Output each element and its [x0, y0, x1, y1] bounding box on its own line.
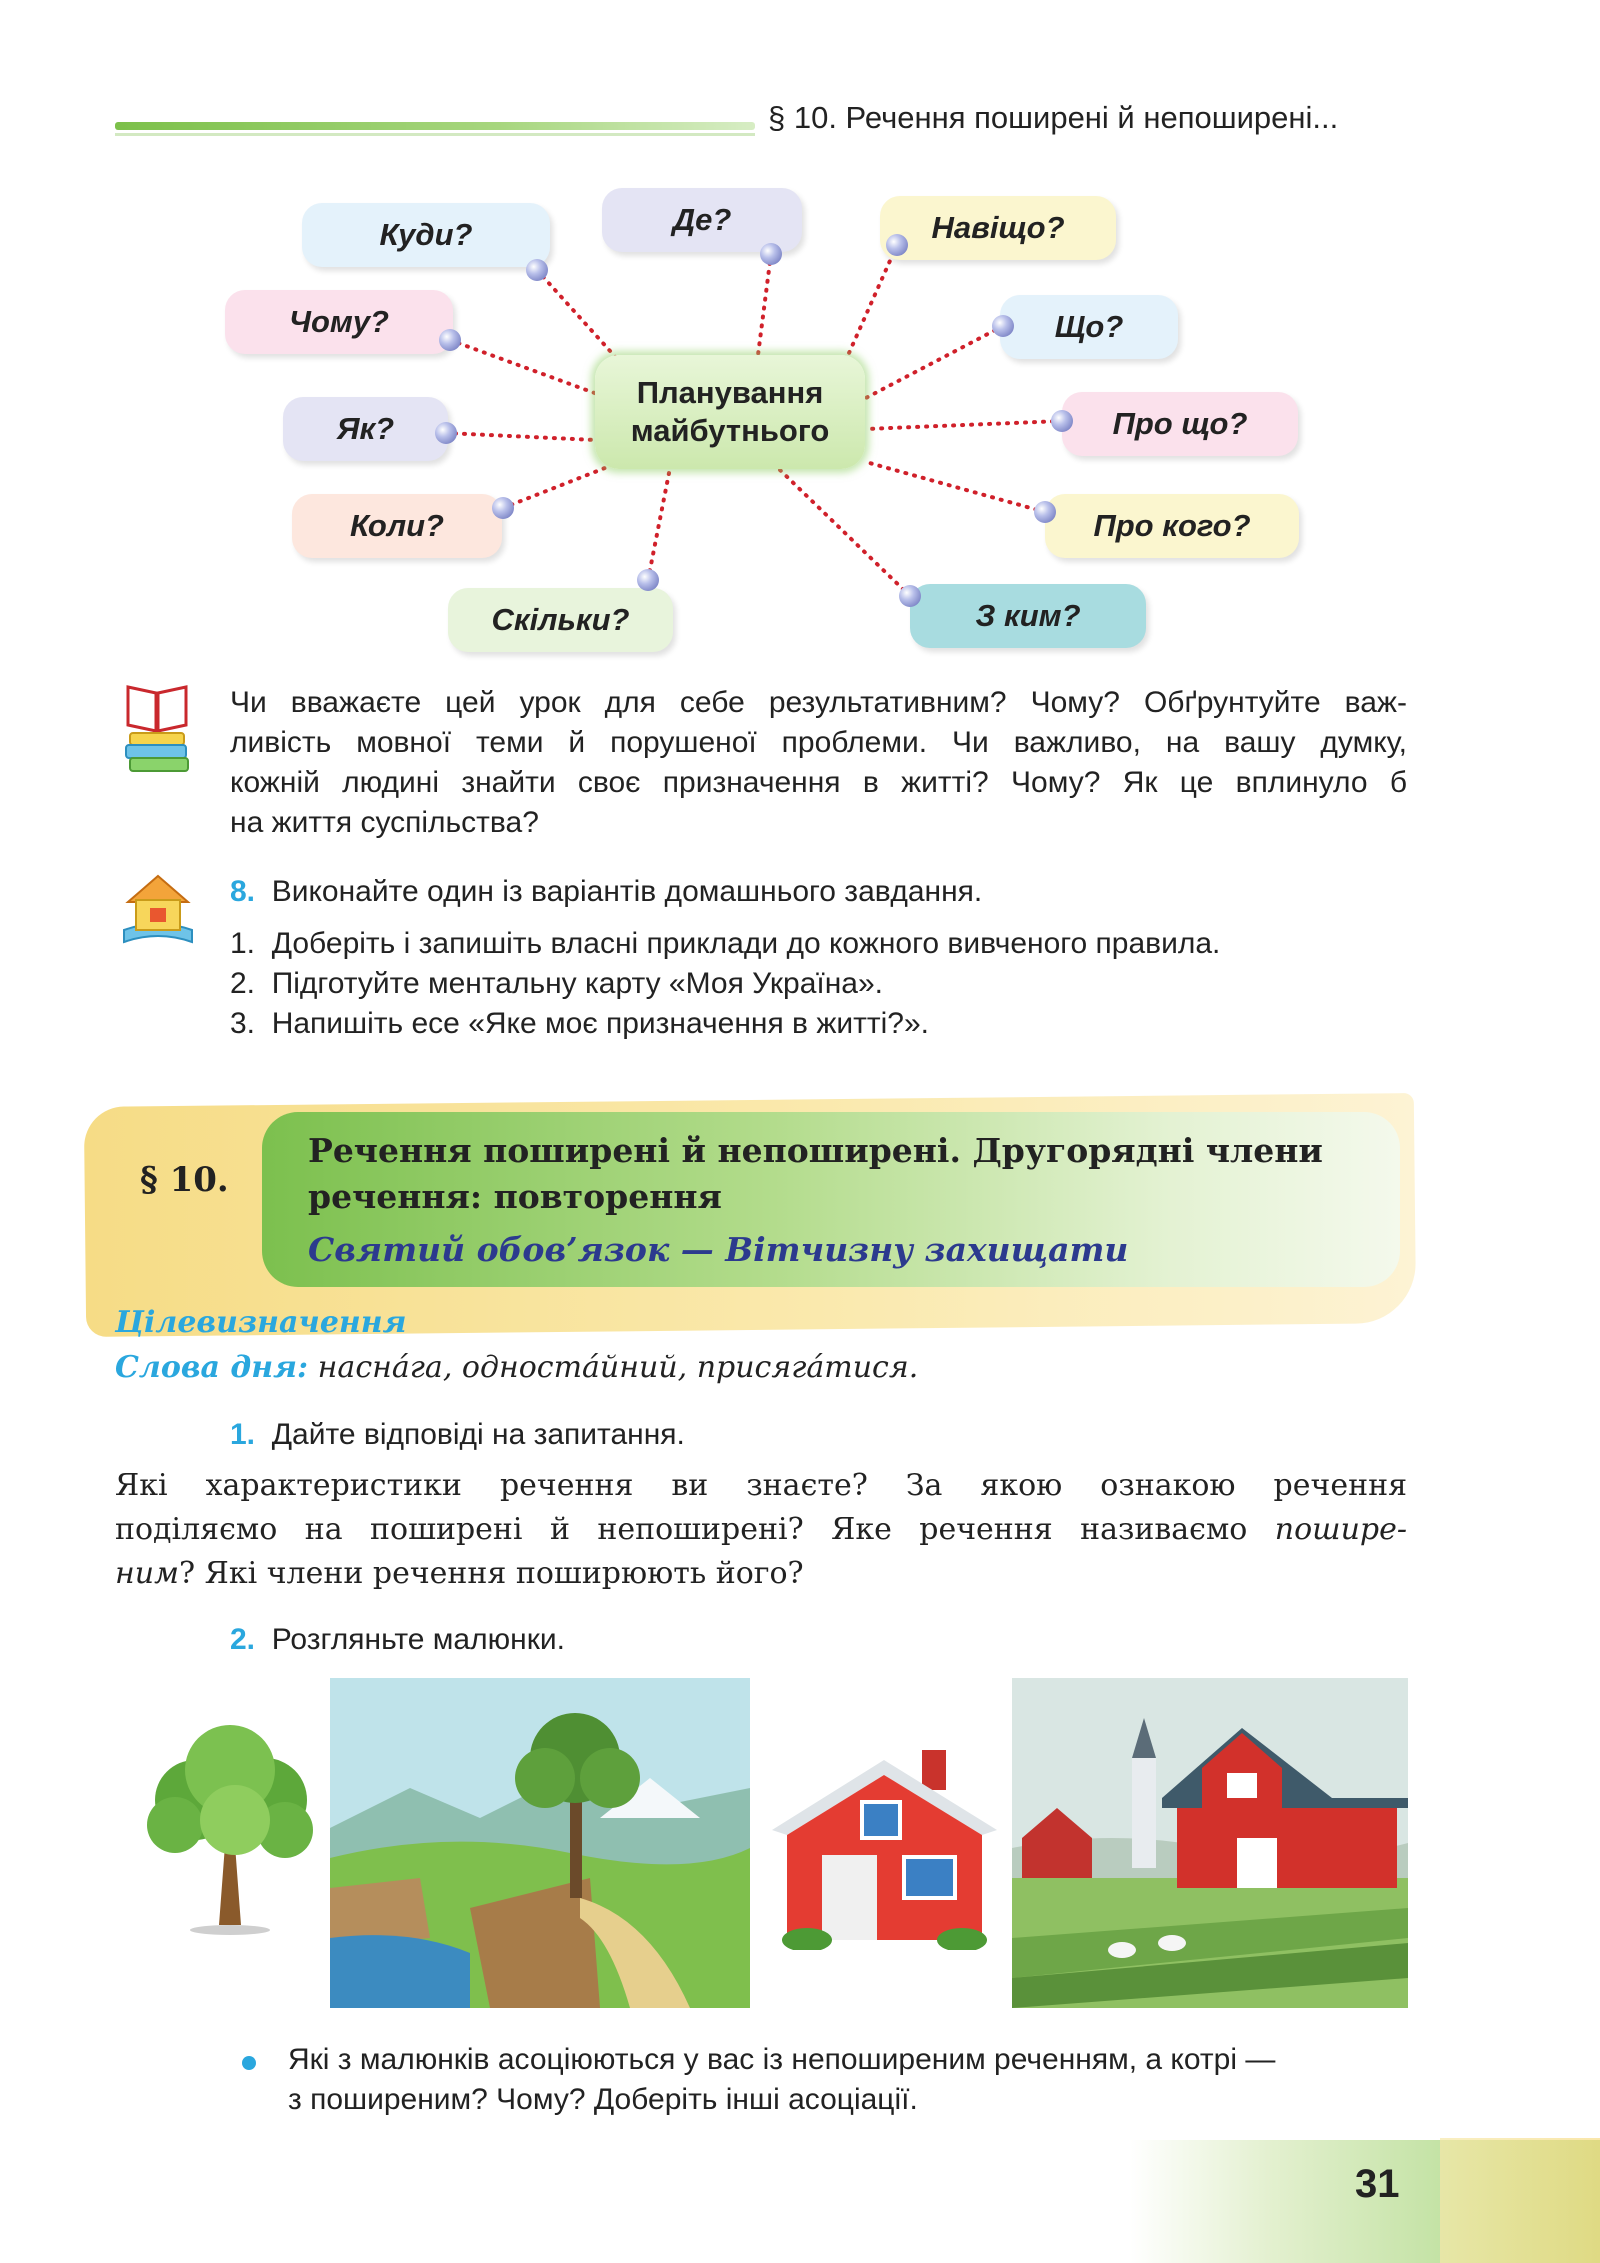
landscape-picture	[330, 1678, 750, 2008]
bead-dot	[899, 585, 921, 607]
task-1: 1. Дайте відповіді на запитання.	[230, 1418, 685, 1451]
homework-intro: 8. Виконайте один із варіантів домашнього завдання.	[230, 875, 983, 908]
bead-dot	[886, 234, 908, 256]
mindmap-node-de: Де?	[602, 188, 802, 252]
mindmap-node-shcho: Що?	[1000, 295, 1178, 359]
mindmap-node-pro-koho: Про кого?	[1045, 494, 1299, 558]
mindmap-node-z-kym: З ким?	[910, 584, 1146, 648]
running-title: § 10. Речення поширені й непоширені...	[768, 100, 1339, 135]
bullet-dot	[242, 2056, 256, 2070]
section-number: § 10.	[140, 1160, 229, 1200]
bullet-question: Які з малюнків асоціюються у вас із непоширеним реченням, а котрі — з поширеним? Чому? Доберіть інші асоціації.	[288, 2043, 1276, 2116]
bead-dot	[992, 315, 1014, 337]
mindmap-node-yak: Як?	[283, 397, 448, 461]
mindmap-node-kudy: Куди?	[302, 203, 550, 267]
bead-dot	[637, 569, 659, 591]
books-icon	[120, 683, 195, 778]
house-picture	[762, 1740, 1007, 1950]
task-1-text: поділяємо на поширені й непоширені? Яке речення називаємо пошире-	[115, 1512, 1407, 1547]
task-1-text: ним? Які члени речення поширюють його?	[115, 1556, 804, 1591]
mindmap-node-koly: Коли?	[292, 494, 502, 558]
farm-picture	[1012, 1678, 1408, 2008]
bead-dot	[439, 329, 461, 351]
bead-dot	[760, 243, 782, 265]
mindmap-node-navishcho: Навіщо?	[880, 196, 1116, 260]
homework-item: 2. Підготуйте ментальну карту «Моя Україна».	[230, 967, 883, 1000]
bead-dot	[435, 422, 457, 444]
tree-picture	[135, 1725, 325, 1935]
section-title: Речення поширені й непоширені. Другорядні члени речення: повторення	[308, 1131, 1323, 1216]
homework-item: 3. Напишіть есе «Яке моє призначення в житті?».	[230, 1007, 929, 1040]
reflection-line: на життя суспільства?	[230, 806, 539, 839]
bead-dot	[1034, 501, 1056, 523]
bead-dot	[1051, 410, 1073, 432]
reflection-line: кожній людині знайти своє призначення в житті? Чому? Як це вплинуло б	[230, 766, 1407, 799]
mindmap-node-pro-shcho: Про що?	[1062, 392, 1298, 456]
page-number-band-accent	[1440, 2138, 1600, 2263]
section-subtitle: Святий обов’язок — Вітчизну захищати	[308, 1230, 1129, 1269]
mindmap-center: Планування майбутнього	[595, 355, 865, 469]
house-icon	[118, 872, 198, 947]
homework-item: 1. Доберіть і запишіть власні приклади до кожного вивченого правила.	[230, 927, 1221, 960]
task-2: 2. Розгляньте малюнки.	[230, 1623, 565, 1656]
page-number: 31	[1355, 2162, 1400, 2206]
bead-dot	[526, 259, 548, 281]
words-of-day: Слова дня: насна́га, односта́йний, присяга́тися.	[115, 1350, 919, 1385]
task-1-text: Які характеристики речення ви знаєте? За якою ознакою речення	[115, 1468, 1407, 1503]
reflection-line: ливість мовної теми й порушеної проблеми. Чи важливо, на вашу думку,	[230, 726, 1407, 759]
reflection-line: Чи вважаєте цей урок для себе результативним? Чому? Обґрунтуйте важ-	[230, 686, 1407, 719]
goal-label: Цілевизначення	[115, 1305, 407, 1340]
mindmap-node-chomu: Чому?	[225, 290, 453, 354]
mindmap-node-skilky: Скільки?	[448, 588, 673, 652]
bead-dot	[492, 497, 514, 519]
